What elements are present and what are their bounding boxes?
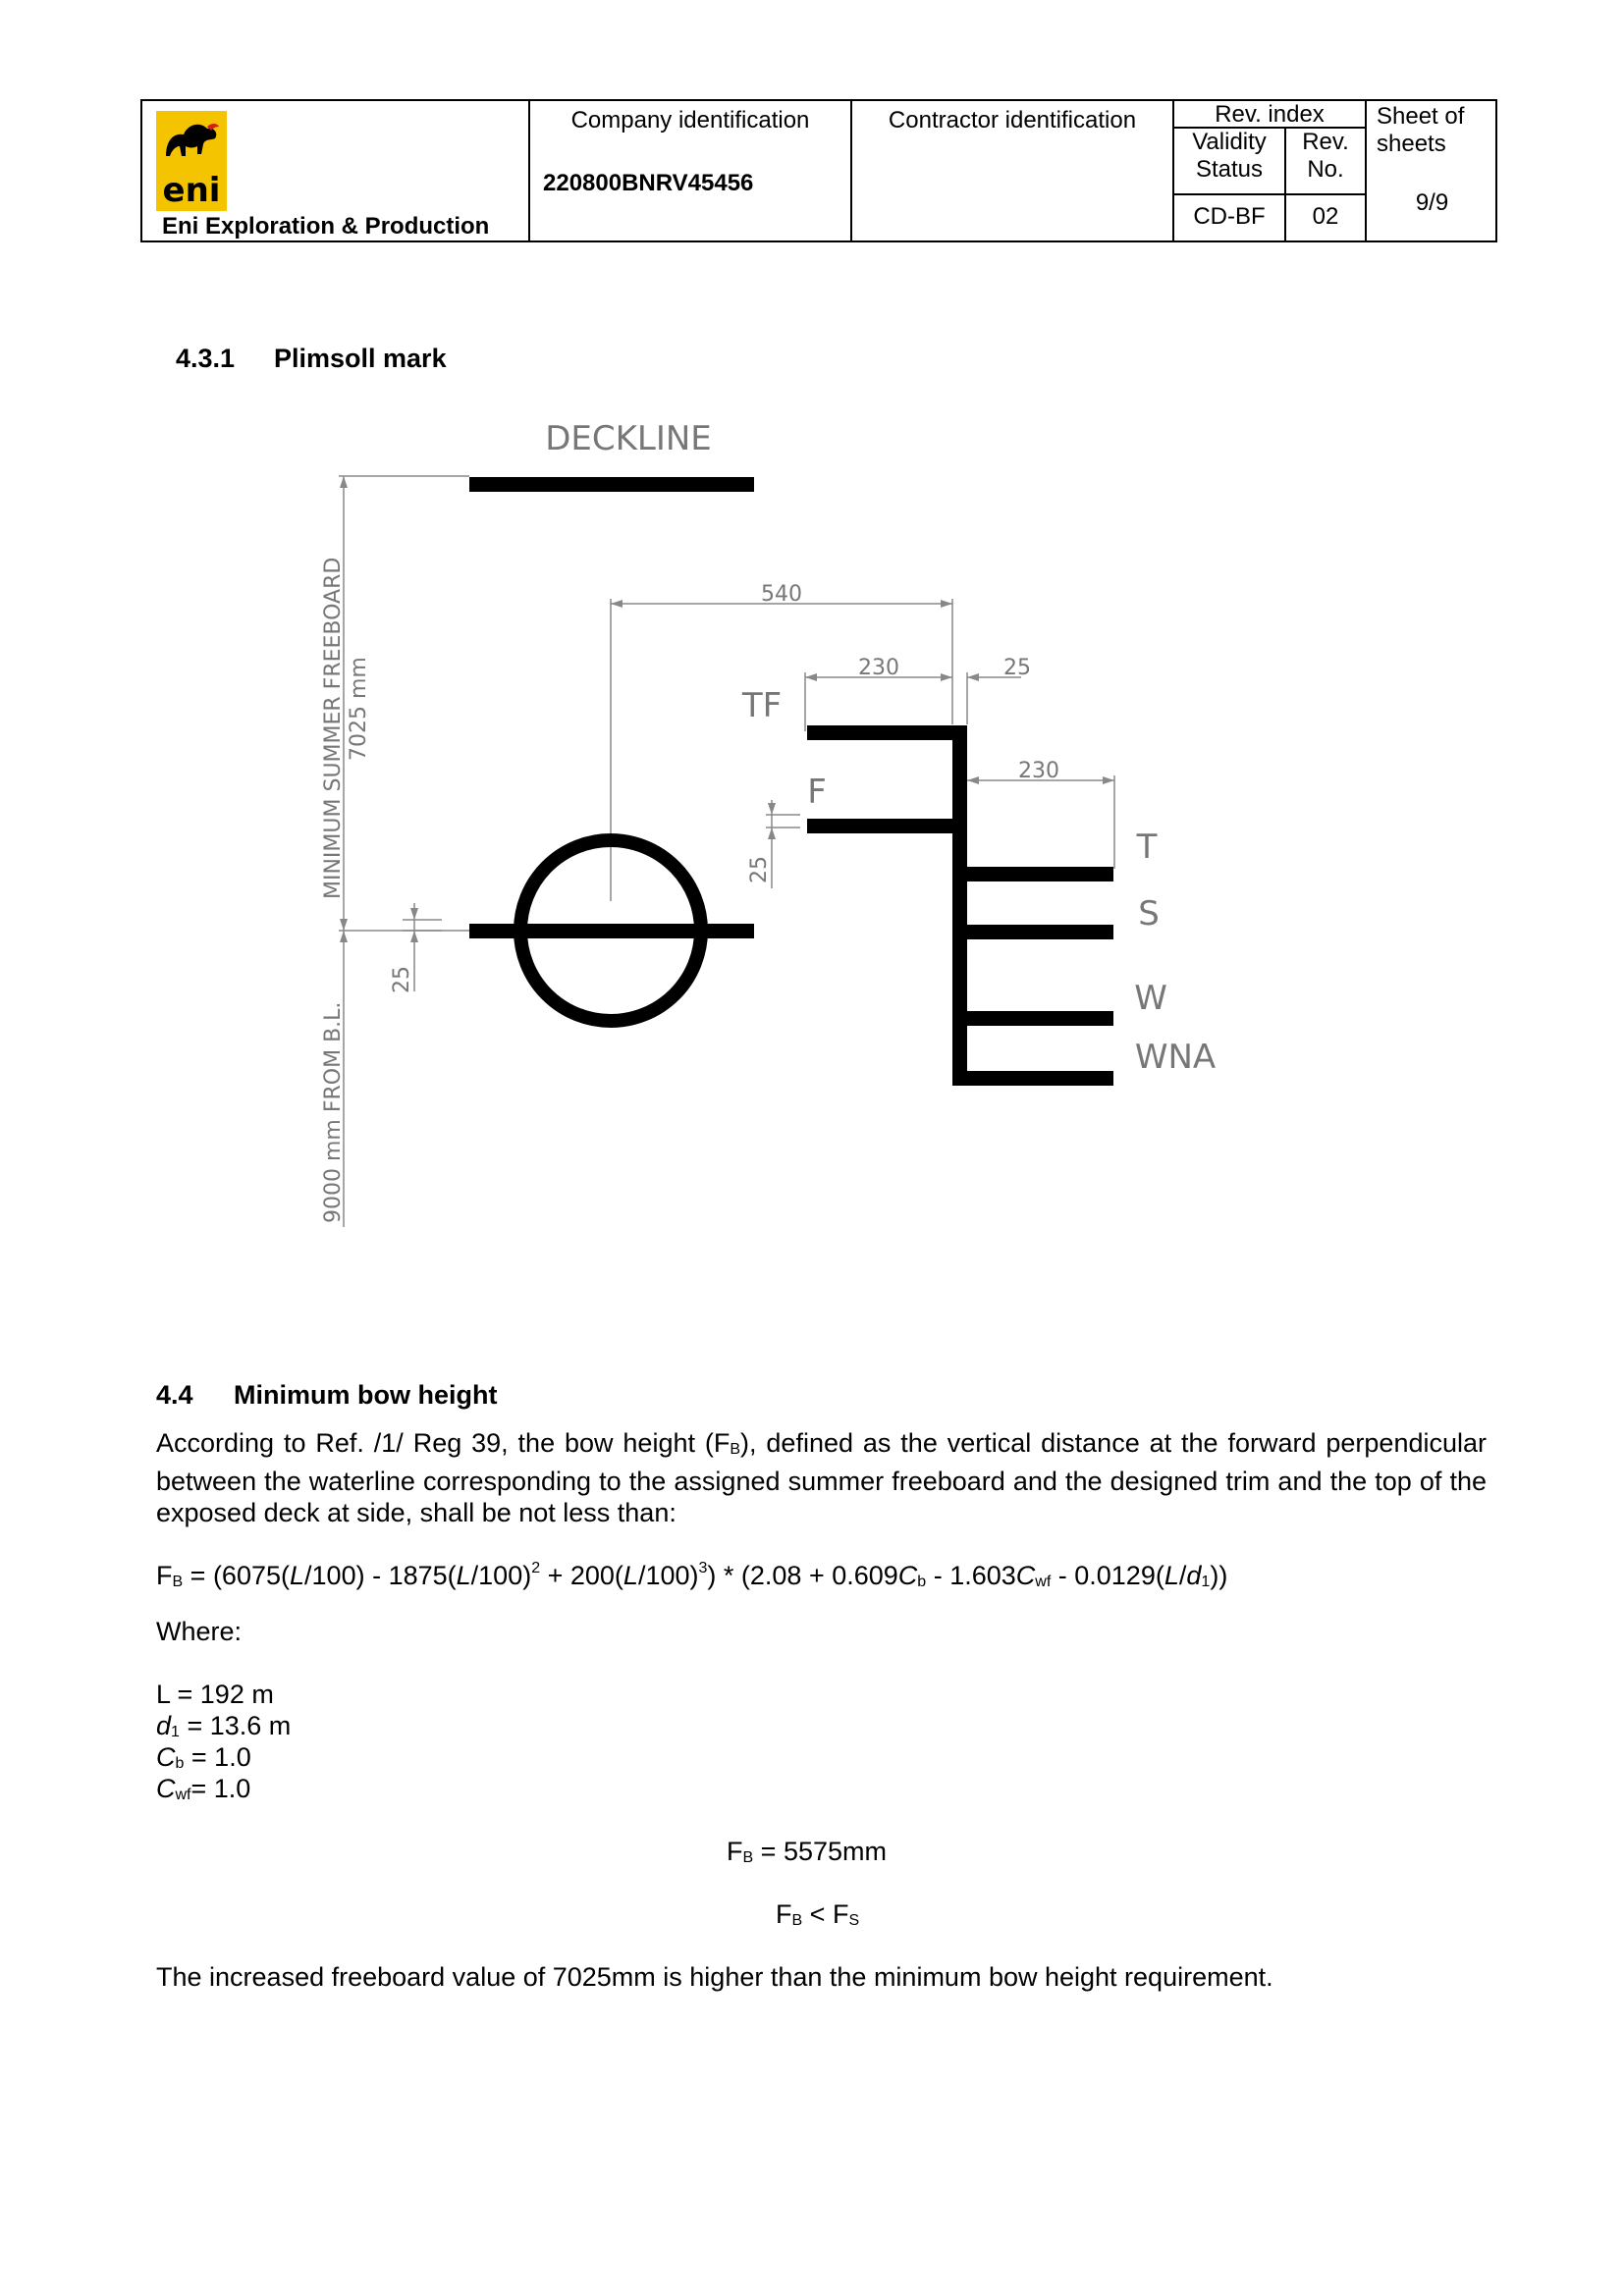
baseline-label: 9000 mm FROM B.L. bbox=[321, 1001, 346, 1223]
rev-no-label: No. bbox=[1307, 156, 1344, 183]
section-title: Plimsoll mark bbox=[274, 344, 447, 373]
validity-label: Validity bbox=[1192, 129, 1267, 155]
variable-cwf: Cwf= 1.0 bbox=[156, 1774, 251, 1803]
sheet-value: 9/9 bbox=[1415, 189, 1449, 216]
dim-25-top: 25 bbox=[1003, 656, 1031, 680]
status-label: Status bbox=[1195, 156, 1264, 183]
dim-540: 540 bbox=[761, 582, 802, 607]
bow-height-formula: FB = $(6075(L/100) - 1875(L/100)^2 + 200(L/100)^3) * (2.08 + 0.609Cb - 1.603Cwf - 0.0129(L/d1))$ bbox=[156, 1560, 1228, 1590]
variable-d1: d1 = 13.6 m bbox=[156, 1711, 292, 1740]
freeboard-label: MINIMUM SUMMER FREEBOARD bbox=[321, 557, 346, 899]
dim-230-top: 230 bbox=[858, 656, 899, 680]
company-id-label: Company identification bbox=[570, 107, 810, 133]
deckline-label: DECKLINE bbox=[545, 419, 712, 458]
dim-25-ring: 25 bbox=[390, 966, 414, 993]
bow-height-result: FB = 5575mm bbox=[727, 1837, 887, 1866]
rev-label: Rev. bbox=[1302, 129, 1349, 155]
contractor-id-label: Contractor identification bbox=[888, 107, 1137, 133]
svg-text:eni: eni bbox=[162, 171, 221, 210]
intro-paragraph: According to Ref. /1/ Reg 39, the bow height (FB), defined as the vertical distance at the forward perpendicular between the waterline corresponding to the assigned summer freeboard and the designed trim and the top of the exposed deck at side, shall be not less than: bbox=[156, 1428, 1487, 1527]
mark-wna: WNA bbox=[1134, 1038, 1217, 1077]
bow-height-comparison: FB < FS bbox=[776, 1899, 860, 1929]
sheets-label: sheets bbox=[1377, 131, 1446, 157]
mark-tf: TF bbox=[741, 686, 783, 725]
validity-value: CD-BF bbox=[1193, 203, 1266, 230]
dim-25-f: 25 bbox=[747, 856, 772, 883]
company-id-value: 220800BNRV45456 bbox=[543, 170, 754, 196]
company-name: Eni Exploration & Production bbox=[162, 213, 490, 240]
mark-w: W bbox=[1134, 979, 1167, 1018]
freeboard-value: 7025 mm bbox=[347, 657, 371, 761]
mark-s: S bbox=[1138, 894, 1160, 934]
section-title: Minimum bow height bbox=[234, 1380, 498, 1410]
rev-index-label: Rev. index bbox=[1215, 101, 1325, 128]
dim-230-right: 230 bbox=[1018, 759, 1059, 783]
sheet-label: Sheet of bbox=[1377, 103, 1465, 130]
conclusion-paragraph: The increased freeboard value of 7025mm is higher than the minimum bow height requirement. bbox=[156, 1962, 1273, 1992]
where-label: Where: bbox=[156, 1617, 243, 1646]
section-number: 4.3.1 bbox=[176, 344, 236, 373]
mark-t: T bbox=[1136, 828, 1158, 867]
variable-cb: Cb = 1.0 bbox=[156, 1742, 251, 1772]
mark-f: F bbox=[807, 773, 827, 812]
rev-no-value: 02 bbox=[1312, 203, 1339, 230]
variable-l: L = 192 m bbox=[156, 1680, 274, 1709]
plimsoll-bars bbox=[469, 477, 1113, 1086]
section-number: 4.4 bbox=[156, 1380, 193, 1410]
